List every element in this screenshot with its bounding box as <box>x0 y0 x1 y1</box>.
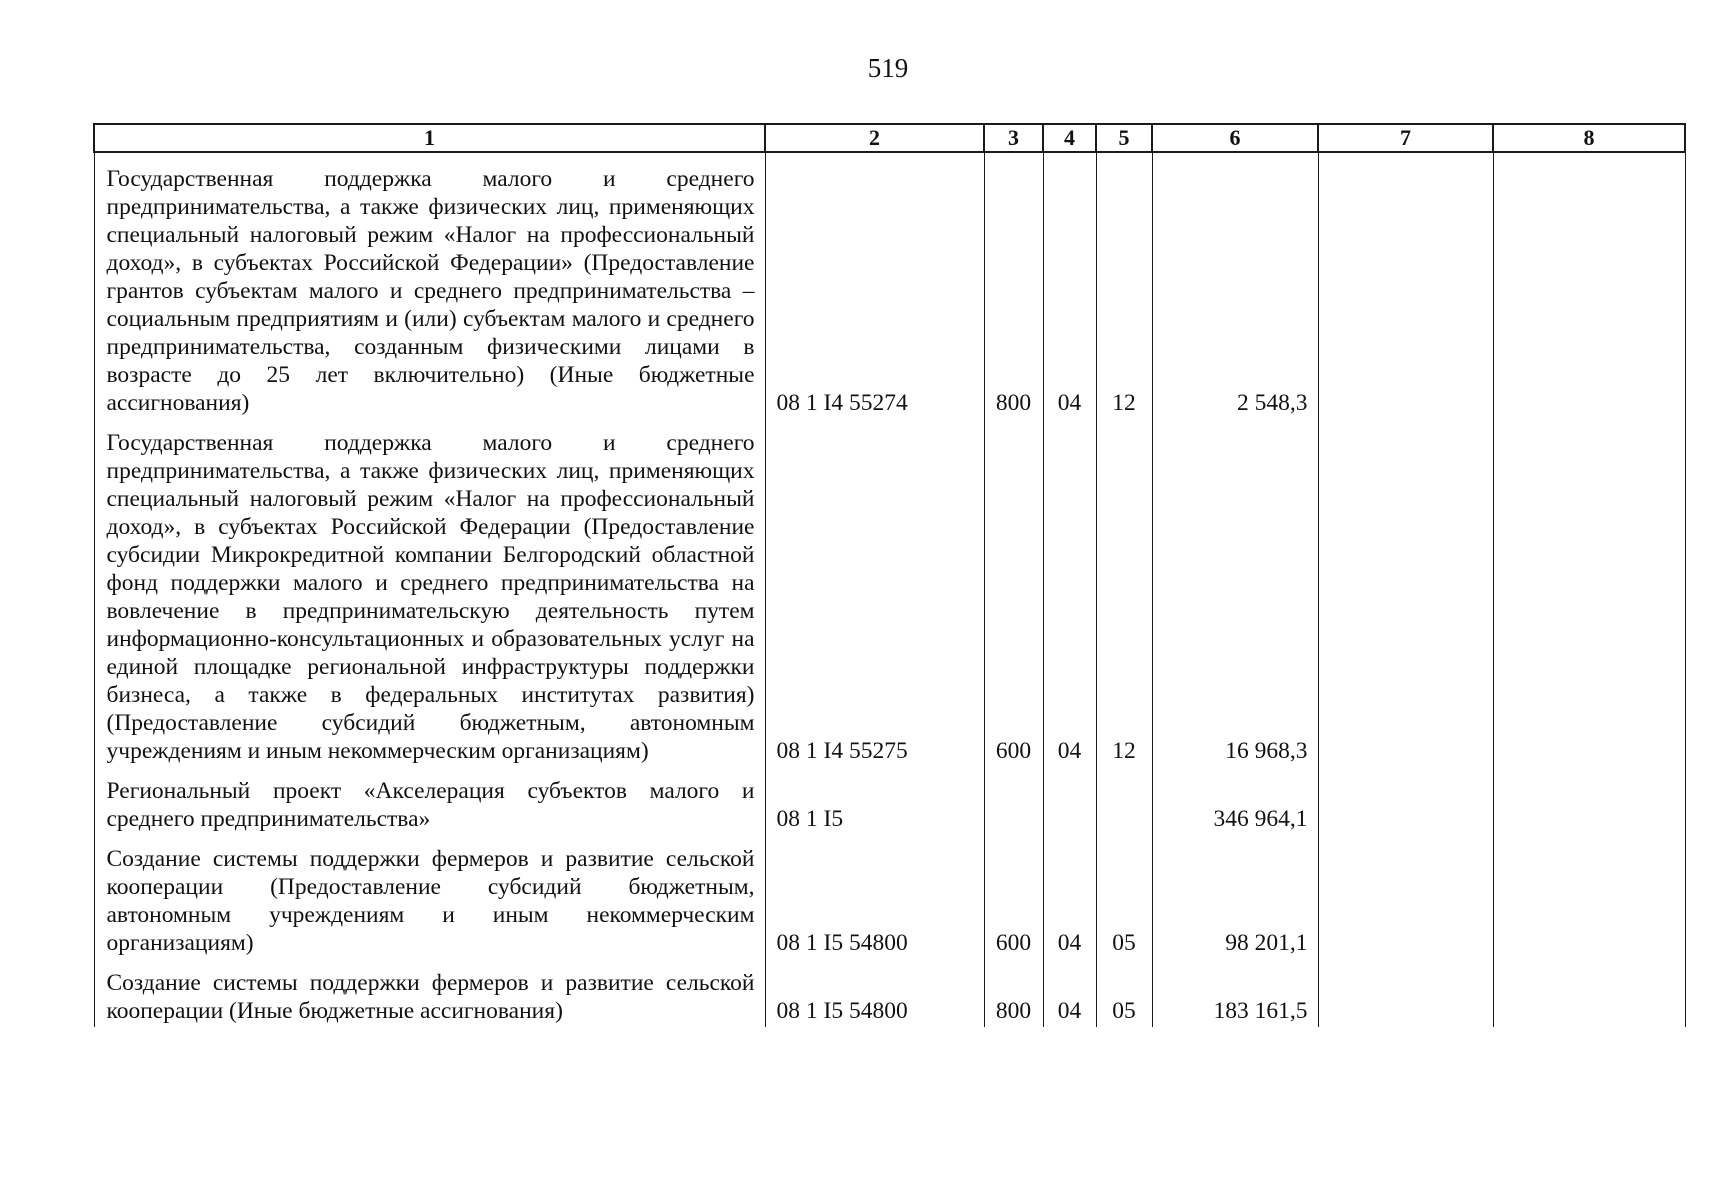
row-section: 04 <box>1043 419 1096 767</box>
row-col-7 <box>1318 419 1493 767</box>
row-name: Создание системы поддержки фермеров и развитие сельской кооперации (Предоставление субсидий бюджетным, автономным учреждениям и иным некоммерческим организациям) <box>94 835 765 959</box>
row-amount: 16 968,3 <box>1152 419 1318 767</box>
row-expense-type: 600 <box>984 419 1043 767</box>
row-amount: 183 161,5 <box>1152 959 1318 1027</box>
row-subsection: 05 <box>1096 835 1152 959</box>
row-col-7 <box>1318 152 1493 419</box>
row-name: Государственная поддержка малого и среднего предпринимательства, а также физических лиц, применяющих специальный налоговый режим «Налог на профессиональный доход», в субъектах Российской Федерации» (Предоставление грантов субъектам малого и среднего предпринимательства – социальным предприятиям и (или) субъектам малого и среднего предпринимательства, созданным физическими лицами в возрасте до 25 лет включительно) (Иные бюджетные ассигнования) <box>94 152 765 419</box>
header-col-8: 8 <box>1493 124 1685 152</box>
row-expense-type: 800 <box>984 959 1043 1027</box>
row-subsection: 05 <box>1096 959 1152 1027</box>
row-section: 04 <box>1043 152 1096 419</box>
row-name: Региональный проект «Акселерация субъектов малого и среднего предпринимательства» <box>94 767 765 835</box>
header-col-2: 2 <box>765 124 984 152</box>
row-section: 04 <box>1043 959 1096 1027</box>
row-col-7 <box>1318 767 1493 835</box>
header-col-6: 6 <box>1152 124 1318 152</box>
row-code: 08 1 I5 <box>765 767 984 835</box>
row-col-8 <box>1493 419 1685 767</box>
row-col-8 <box>1493 767 1685 835</box>
table-row <box>94 959 1685 1027</box>
header-col-5: 5 <box>1096 124 1152 152</box>
row-expense-type: 600 <box>984 835 1043 959</box>
table-body <box>94 152 1685 1027</box>
row-code: 08 1 I5 54800 <box>765 835 984 959</box>
row-code: 08 1 I4 55275 <box>765 419 984 767</box>
header-col-4: 4 <box>1043 124 1096 152</box>
row-amount: 346 964,1 <box>1152 767 1318 835</box>
page-number: 519 <box>867 53 909 83</box>
row-subsection <box>1096 767 1152 835</box>
row-amount: 98 201,1 <box>1152 835 1318 959</box>
row-col-8 <box>1493 152 1685 419</box>
row-col-7 <box>1318 959 1493 1027</box>
row-subsection: 12 <box>1096 419 1152 767</box>
row-expense-type: 800 <box>984 152 1043 419</box>
row-col-8 <box>1493 835 1685 959</box>
header-col-3: 3 <box>984 124 1043 152</box>
budget-table <box>93 123 1686 1027</box>
header-col-1: 1 <box>94 124 765 152</box>
row-name: Создание системы поддержки фермеров и развитие сельской кооперации (Иные бюджетные ассигнования) <box>94 959 765 1027</box>
row-expense-type <box>984 767 1043 835</box>
row-col-8 <box>1493 959 1685 1027</box>
table-row <box>94 419 1685 767</box>
row-code: 08 1 I5 54800 <box>765 959 984 1027</box>
table-row <box>94 152 1685 419</box>
table-header <box>94 124 1685 152</box>
header-row <box>94 124 1685 152</box>
row-subsection: 12 <box>1096 152 1152 419</box>
row-amount: 2 548,3 <box>1152 152 1318 419</box>
table-row <box>94 835 1685 959</box>
header-col-7: 7 <box>1318 124 1493 152</box>
row-name: Государственная поддержка малого и среднего предпринимательства, а также физических лиц, применяющих специальный налоговый режим «Налог на профессиональный доход», в субъектах Российской Федерации (Предоставление субсидии Микрокредитной компании Белгородский областной фонд поддержки малого и среднего предпринимательства на вовлечение в предпринимательскую деятельность путем информационно-консультационных и образовательных услуг на единой площадке региональной инфраструктуры поддержки бизнеса, а также в федеральных институтах развития) (Предоставление субсидий бюджетным, автономным учреждениям и иным некоммерческим организациям) <box>94 419 765 767</box>
row-section <box>1043 767 1096 835</box>
row-section: 04 <box>1043 835 1096 959</box>
table-row <box>94 767 1685 835</box>
row-code: 08 1 I4 55274 <box>765 152 984 419</box>
row-col-7 <box>1318 835 1493 959</box>
